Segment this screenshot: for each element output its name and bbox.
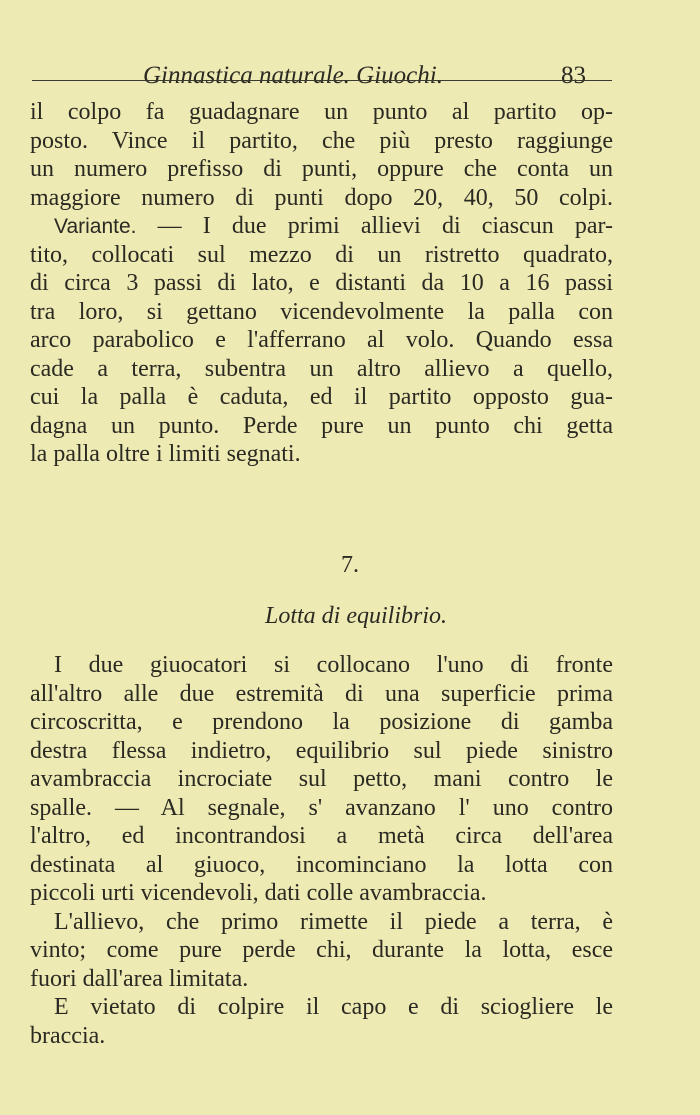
text-line: cade a terra, subentra un altro allievo a quello, [30,355,613,382]
text-line: braccia. [30,1022,106,1049]
text-line: posto. Vince il partito, che più presto raggiunge [30,127,613,154]
text-line: un numero prefisso di punti, oppure che conta un [30,156,613,182]
text-line: piccoli urti vicendevoli, dati colle avambraccia. [30,880,487,906]
text-line: tito, collocati sul mezzo di un ristretto quadrato, [30,241,613,268]
text-line: tra loro, si gettano vicendevolmente la palla con [30,298,613,325]
text-line: di circa 3 passi di lato, e distanti da 10 a 16 passi [30,270,613,296]
text-line: E vietato di colpire il capo e di sciogliere le [54,994,613,1020]
section-title: Lotta di equilibrio. [264,603,447,629]
page-number: 83 [561,62,586,89]
text-line: I due giuocatori si collocano l'uno di fronte [54,652,613,678]
text-line: maggiore numero di punti dopo 20, 40, 50 colpi. [30,184,613,211]
text-line: l'altro, ed incontrandosi a metà circa dell'area [30,823,613,849]
text-line: destra flessa indietro, equilibrio sul piede sinistro [30,737,613,764]
text-line: avambraccia incrociate sul petto, mani contro le [30,766,613,792]
variante-label: Variante. [54,215,137,238]
text-line: fuori dall'area limitata. [30,965,249,992]
text-line: il colpo fa guadagnare un punto al partito op- [30,99,613,125]
text-line: Variante. — I due primi allievi di ciascun par- [54,213,614,239]
running-header: Ginnastica naturale. Giuochi. [143,62,443,89]
text-line: destinata al giuoco, incominciano la lotta con [30,851,613,878]
text-line: arco parabolico e l'afferrano al volo. Quando essa [30,327,613,353]
text-line: all'altro alle due estremità di una superficie prima [30,680,613,707]
text-line: spalle. — Al segnale, s' avanzano l' uno contro [30,794,613,821]
text-line: L'allievo, che primo rimette il piede a terra, è [54,908,613,935]
text-line: la palla oltre i limiti segnati. [30,441,301,467]
section-number: 7. [341,552,359,578]
text-line: dagna un punto. Perde pure un punto chi getta [30,412,613,439]
text-line: vinto; come pure perde chi, durante la lotta, esce [30,937,613,963]
text-line: cui la palla è caduta, ed il partito opposto gua- [30,384,613,410]
header-rule [32,80,612,81]
text-line: circoscritta, e prendono la posizione di gamba [30,709,613,735]
